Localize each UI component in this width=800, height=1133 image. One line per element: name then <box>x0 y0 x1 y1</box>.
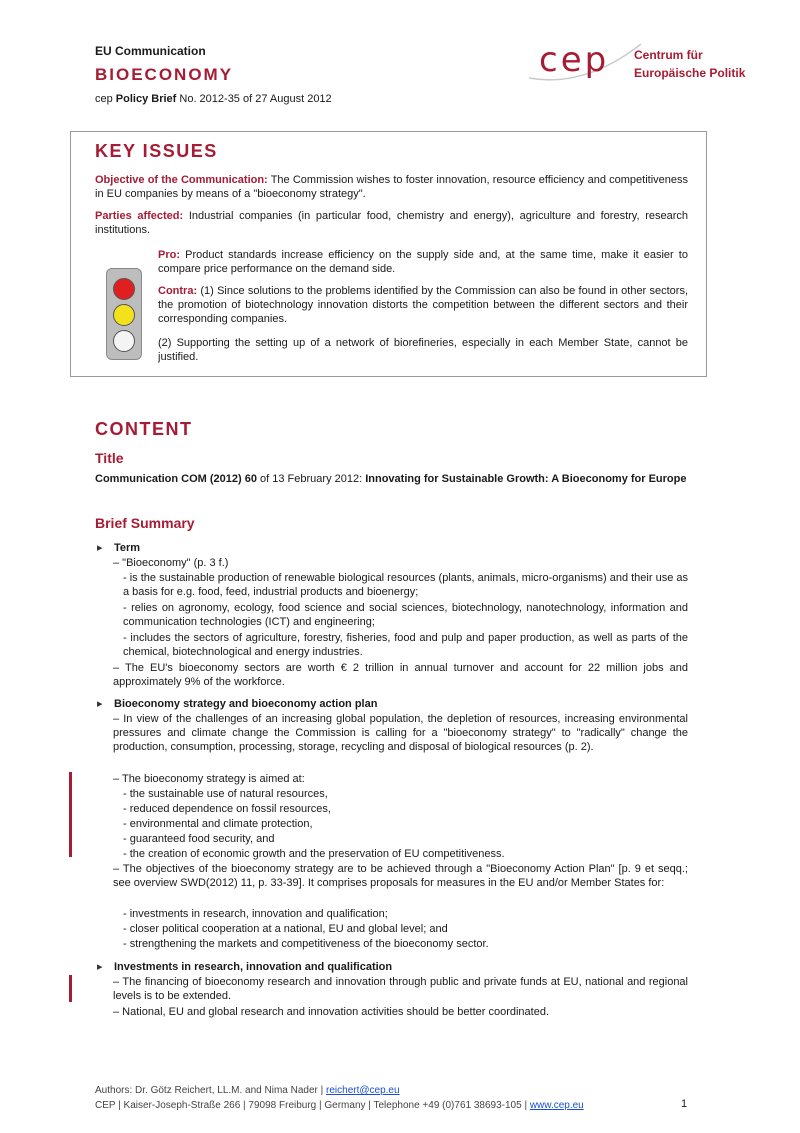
subtitle-rest: No. 2012-35 of 27 August 2012 <box>176 93 332 105</box>
objective-text: The Commission wishes to foster innovation, resource efficiency and competitiveness in EU companies by means of a "bioeconomy strategy". <box>95 174 688 200</box>
summary-heading: Brief Summary <box>95 515 195 531</box>
contra-text: (1) Since solutions to the problems identified by the Commission can also be found in other sectors, the promotion of biotechnology innovation distorts the competition between the different sectors and their corresponding companies. <box>158 285 688 325</box>
strategy-sub-2: - reduced dependence on fossil resources, <box>123 803 331 815</box>
red-lamp-icon <box>113 278 135 300</box>
yellow-lamp-icon <box>113 304 135 326</box>
pro-text: Product standards increase efficiency on the supply side and, at the same time, make it easier to compare price performance on the demand side. <box>158 249 688 275</box>
investments-dash-1: – The financing of bioeconomy research and innovation through public and private funds at EU, national and regional levels is to be extended. <box>113 976 688 1002</box>
strategy-sub-6: - investments in research, innovation and qualification; <box>123 908 388 920</box>
strategy-sub-7: - closer political cooperation at a national, EU and global level; and <box>123 923 448 935</box>
doc-title: BIOECONOMY <box>95 65 234 84</box>
contra-paragraph <box>158 284 688 326</box>
investments-dash-2: – National, EU and global research and innovation activities should be better coordinated. <box>113 1006 549 1018</box>
author-email-link[interactable]: reichert@cep.eu <box>326 1085 400 1096</box>
logo-mark: cep <box>539 40 610 80</box>
term-dash-1: – "Bioeconomy" (p. 3 f.) <box>113 557 229 569</box>
footer-authors <box>95 1085 400 1096</box>
key-issues-title: KEY ISSUES <box>95 141 218 161</box>
strategy-dash-1: – In view of the challenges of an increasing global population, the depletion of resources, increasing environmental pressures and climate change the Commission is calling for a "bioeconomy strategy" to "radically" change the production, consumption, processing, storage, recycling and disposal of biological resources (p. 2). <box>113 713 688 753</box>
page-number: 1 <box>681 1098 688 1110</box>
objective-paragraph <box>95 173 688 201</box>
strategy-sub-8: - strengthening the markets and competitiveness of the bioeconomy sector. <box>123 938 489 950</box>
pro-label: Pro: <box>158 249 180 261</box>
doc-subtitle <box>95 93 332 105</box>
term-heading: ▸ Term <box>97 541 140 554</box>
white-lamp-icon <box>113 330 135 352</box>
traffic-light-icon <box>106 268 142 360</box>
strategy-sub-1: - the sustainable use of natural resources, <box>123 788 328 800</box>
logo-name-line2: Europäische Politik <box>634 66 746 80</box>
logo-name-line1: Centrum für <box>634 48 703 62</box>
strategy-dash-2: – The bioeconomy strategy is aimed at: <box>113 773 305 785</box>
parties-text: Industrial companies (in particular food, chemistry and energy), agriculture and forestry, research institutions. <box>95 210 688 236</box>
subtitle-prefix: cep <box>95 93 116 105</box>
comm-rest: of 13 February 2012: <box>256 473 366 485</box>
strategy-dash-3: – The objectives of the bioeconomy strategy are to be achieved through a "Bioeconomy Action Plan" [p. 9 et seqq.; see overview SWD(2012) 11, p. 33-39]. It comprises proposals for measures in the EU and/or Member States for: <box>113 863 688 889</box>
communication-title <box>95 472 688 486</box>
objective-label: Objective of the Communication: <box>95 174 268 186</box>
strategy-sub-5: - the creation of economic growth and the preservation of EU competitiveness. <box>123 848 505 860</box>
logo-name <box>634 46 745 82</box>
investments-heading: ▸ Investments in research, innovation and qualification <box>97 960 392 973</box>
comm-bold: Communication COM (2012) 60 <box>95 473 257 485</box>
website-link[interactable]: www.cep.eu <box>529 1100 584 1111</box>
parties-label: Parties affected: <box>95 210 184 222</box>
term-sub-2: - relies on agronomy, ecology, food science and social sciences, biotechnology, nanotechnology, information and communication technologies (ICT) and engineering; <box>123 602 688 628</box>
change-marker <box>69 975 72 1002</box>
footer-address-text: CEP | Kaiser-Joseph-Straße 266 | 79098 Freiburg | Germany | Telephone +49 (0)761 38693-105 | <box>95 1100 530 1111</box>
title-heading: Title <box>95 450 124 466</box>
contra-label: Contra: <box>158 285 198 297</box>
doc-kicker: EU Communication <box>95 44 206 58</box>
term-dash-2: – The EU's bioeconomy sectors are worth € 2 trillion in annual turnover and account for 22 million jobs and approximately 9% of the workforce. <box>113 662 688 688</box>
cep-logo <box>525 38 645 86</box>
content-title: CONTENT <box>95 419 193 439</box>
pro-paragraph <box>158 248 688 276</box>
strategy-heading: ▸ Bioeconomy strategy and bioeconomy action plan <box>97 697 377 710</box>
contra-paragraph-2: (2) Supporting the setting up of a network of biorefineries, especially in each Member State, cannot be justified. <box>158 337 688 363</box>
footer-authors-text: Authors: Dr. Götz Reichert, LL.M. and Nima Nader | <box>95 1085 327 1096</box>
strategy-sub-4: - guaranteed food security, and <box>123 833 275 845</box>
parties-paragraph <box>95 209 688 237</box>
footer-address <box>95 1100 584 1111</box>
term-sub-3: - includes the sectors of agriculture, forestry, fisheries, food and pulp and paper production, as well as parts of the chemical, biotechnological and energy industries. <box>123 632 688 658</box>
subtitle-bold: Policy Brief <box>115 93 177 105</box>
comm-bold-2: Innovating for Sustainable Growth: A Bioeconomy for Europe <box>365 473 687 485</box>
strategy-sub-3: - environmental and climate protection, <box>123 818 313 830</box>
change-marker <box>69 772 72 857</box>
term-sub-1: - is the sustainable production of renewable biological resources (plants, animals, micro-organisms) and their use as a basis for e.g. food, feed, industrial products and bioenergy; <box>123 572 688 598</box>
